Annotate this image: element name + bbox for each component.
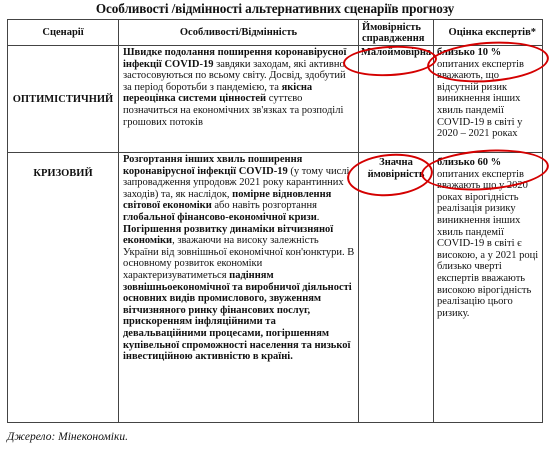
table-row-optimistic	[8, 46, 543, 153]
table-header-row	[8, 20, 543, 46]
text-run: (у тому числі запровадження упродовж 2021 року карантинних заходів) та, як наслідок,	[123, 165, 350, 200]
source-note: Джерело: Мінекономіки.	[7, 431, 128, 443]
scenario-name: ОПТИМІСТИЧНИЙ	[8, 46, 119, 153]
text-run: .	[316, 211, 320, 223]
header-expert: Оцінка експертів*	[434, 20, 543, 46]
scenario-description	[119, 153, 359, 423]
text-run: близько 10 %	[437, 47, 502, 58]
text-run: або навіть розгортання	[211, 200, 317, 212]
text-run: опитаних експертів вважають, що відсутній ризик виникнення інших хвиль пандемії COVID-19 в світі у 2020 – 2021 роках	[437, 58, 524, 140]
scenarios-table	[7, 19, 543, 423]
scenario-name: КРИЗОВИЙ	[8, 153, 119, 423]
text-run: Швидке подолання поширення коронавірусної інфекції COVID-19	[123, 47, 347, 70]
text-run: , зважаючи на високу залежність України від зовнішньої економічної кон'юнктури. В основному розвиток економіки характеризуватиметься	[123, 235, 355, 281]
header-scenario: Сценарії	[8, 20, 119, 46]
expert-assessment	[434, 153, 543, 423]
text-run: якісна переоцінка системи цінностей	[123, 81, 313, 105]
text-run: завдяки заходам, які активно застосовуються по всьому світу. Досвід, здобутий за період боротьби з пандемією, та	[123, 58, 346, 93]
header-probability: Ймовірність справдження	[359, 20, 434, 46]
expert-assessment	[434, 46, 543, 153]
text-run: Погіршення розвитку динаміки вітчизняної економіки	[123, 223, 334, 247]
table-row-crisis	[8, 153, 543, 423]
scenario-probability: Значна ймовірність	[359, 153, 434, 423]
text-run: глобальної фінансово-економічної кризи	[123, 211, 317, 223]
scenario-probability: Малоймовірна	[359, 46, 434, 153]
scenario-description	[119, 46, 359, 153]
text-run: суттєво позначиться на економічних зв'язках та розподілі грошових потоків	[123, 93, 344, 128]
text-run: опитаних експертів вважають що у 2020 роках вірогідність реалізація ризику виникнення інших хвиль пандемії COVID-19 в світі є високою, а у 2021 році близько чверті експертів вважають високою вірогідність реалізацію цього ризику.	[437, 168, 539, 319]
text-run: Розгортання інших хвиль поширення коронавірусної інфекції COVID-19	[123, 154, 303, 177]
header-features: Особливості/Відмінність	[119, 20, 359, 46]
text-run: помірне відновлення світової економіки	[123, 188, 332, 212]
text-run: падінням зовнішньоекономічної та виробничої діяльності основних видів промислового, звуженням вітчизняного ринку фінансових послуг, прискоренням інфляційними та девальваційними процесами, погіршенням купівельної спроможності населення та низької інвестиційною активністю в країні.	[123, 269, 352, 363]
table-title: Особливості /відмінності альтернативних сценаріїв прогнозу	[95, 1, 455, 16]
text-run: близько 60 %	[437, 157, 502, 168]
